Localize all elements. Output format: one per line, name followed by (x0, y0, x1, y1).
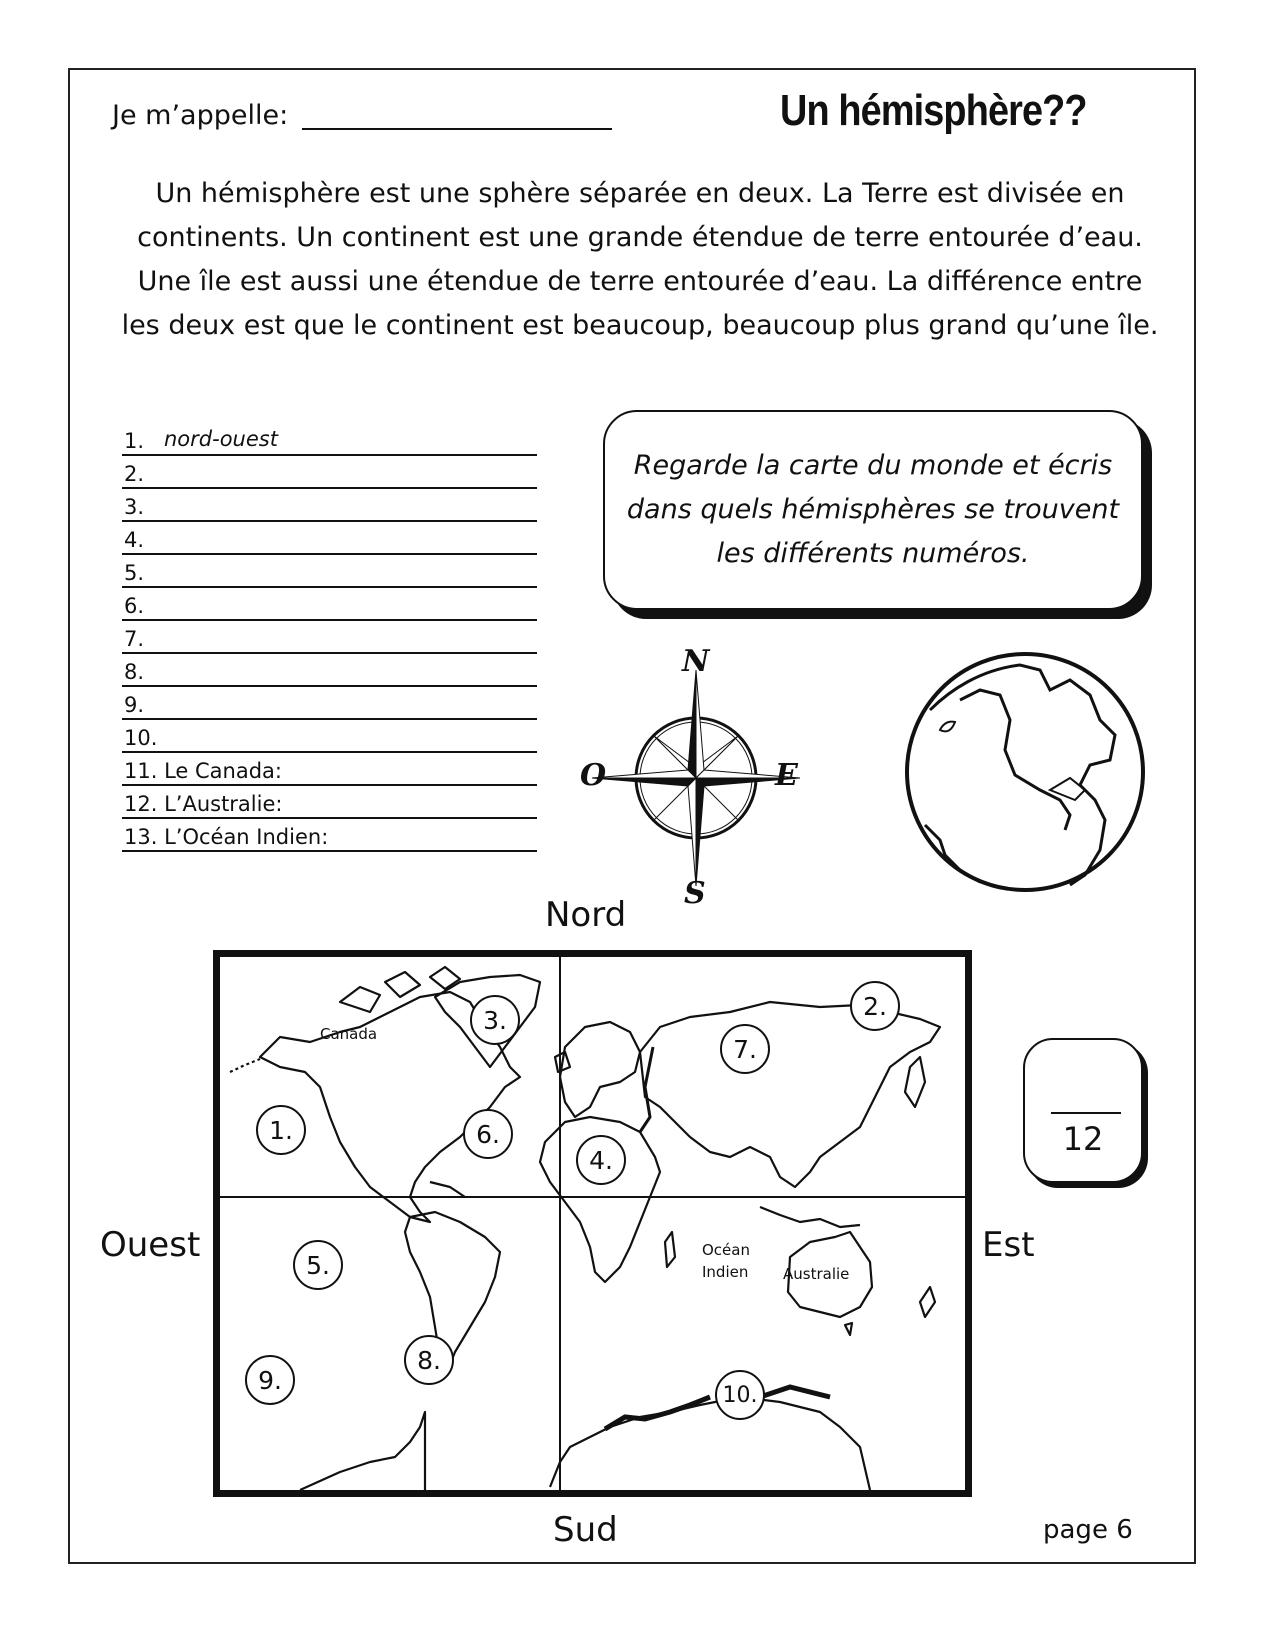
map-marker-4: 4. (576, 1135, 626, 1185)
answer-label: 7. (124, 627, 145, 651)
score-box (1023, 1038, 1143, 1183)
answer-label: 10. (124, 726, 158, 750)
south-label: Sud (553, 1510, 618, 1550)
answer-label: 4. (124, 528, 145, 552)
answer-row-12[interactable] (122, 786, 537, 819)
compass-east-label: E (775, 758, 798, 793)
map-marker-10: 10. (715, 1370, 765, 1420)
answer-value: nord-ouest (164, 427, 278, 451)
compass-rose-icon (580, 644, 800, 911)
score-denominator: 12 (1062, 1120, 1104, 1158)
answer-label: 8. (124, 660, 145, 684)
answer-row-13[interactable] (122, 819, 537, 852)
map-marker-6: 6. (463, 1109, 513, 1159)
instructions-text: Regarde la carte du monde et écris dans quels hémisphères se trouvent les différents numéros. (626, 450, 1120, 569)
answer-row-6[interactable] (122, 588, 537, 621)
answer-row-4[interactable] (122, 522, 537, 555)
europe-outline (560, 1022, 640, 1117)
compass-west-label: O (580, 758, 607, 793)
answer-row-5[interactable] (122, 555, 537, 588)
compass-south-label: S (684, 876, 706, 911)
map-label-ocean-line2: Indien (702, 1263, 749, 1281)
map-marker-3: 3. (470, 995, 520, 1045)
answer-label: 13. L’Océan Indien: (124, 825, 329, 849)
answer-label: 12. L’Australie: (124, 792, 283, 816)
page-title: Un hémisphère?? (780, 86, 1087, 135)
antarctica-outline (550, 1397, 870, 1490)
map-marker-2: 2. (850, 981, 900, 1031)
map-label-australia: Australie (783, 1265, 850, 1283)
answer-label: 11. Le Canada: (124, 759, 282, 783)
map-marker-1: 1. (256, 1105, 306, 1155)
answer-label: 1. (124, 429, 145, 453)
west-label: Ouest (100, 1225, 201, 1265)
map-marker-8: 8. (404, 1335, 454, 1385)
answer-row-3[interactable] (122, 489, 537, 522)
east-label: Est (982, 1225, 1035, 1265)
instructions-box (603, 410, 1143, 610)
answer-row-2[interactable] (122, 456, 537, 489)
map-marker-5: 5. (293, 1240, 343, 1290)
north-label: Nord (545, 895, 627, 935)
world-map (213, 950, 972, 1497)
map-label-canada: Canada (320, 1025, 378, 1043)
name-label: Je m’appelle: (112, 100, 289, 131)
map-marker-9: 9. (245, 1355, 295, 1405)
answer-label: 9. (124, 693, 145, 717)
answer-list (122, 420, 537, 852)
score-input-line[interactable] (1051, 1112, 1121, 1114)
answer-row-7[interactable] (122, 621, 537, 654)
map-marker-7: 7. (720, 1024, 770, 1074)
antarctica-highlight (760, 1387, 830, 1397)
answer-label: 3. (124, 495, 145, 519)
name-input-line[interactable] (302, 128, 612, 130)
globe-icon (900, 650, 1160, 900)
page-number: page 6 (1043, 1515, 1133, 1545)
answer-row-11[interactable] (122, 753, 537, 786)
asia-outline (640, 1002, 940, 1187)
answer-row-8[interactable] (122, 654, 537, 687)
answer-label: 5. (124, 561, 145, 585)
answer-row-10[interactable] (122, 720, 537, 753)
answer-row-9[interactable] (122, 687, 537, 720)
answer-row-1[interactable] (122, 420, 537, 456)
answer-label: 6. (124, 594, 145, 618)
answer-label: 2. (124, 462, 145, 486)
compass-north-label: N (682, 644, 710, 679)
map-label-ocean-line1: Océan (702, 1241, 750, 1259)
intro-paragraph: Un hémisphère est une sphère séparée en deux. La Terre est divisée en continents. Un continent est une grande étendue de terre entourée d’eau. Une île est aussi une étendue de terre entourée d’eau. La différence entre les deux est que le continent est beaucoup, beaucoup plus grand qu’une île. (121, 178, 1159, 341)
